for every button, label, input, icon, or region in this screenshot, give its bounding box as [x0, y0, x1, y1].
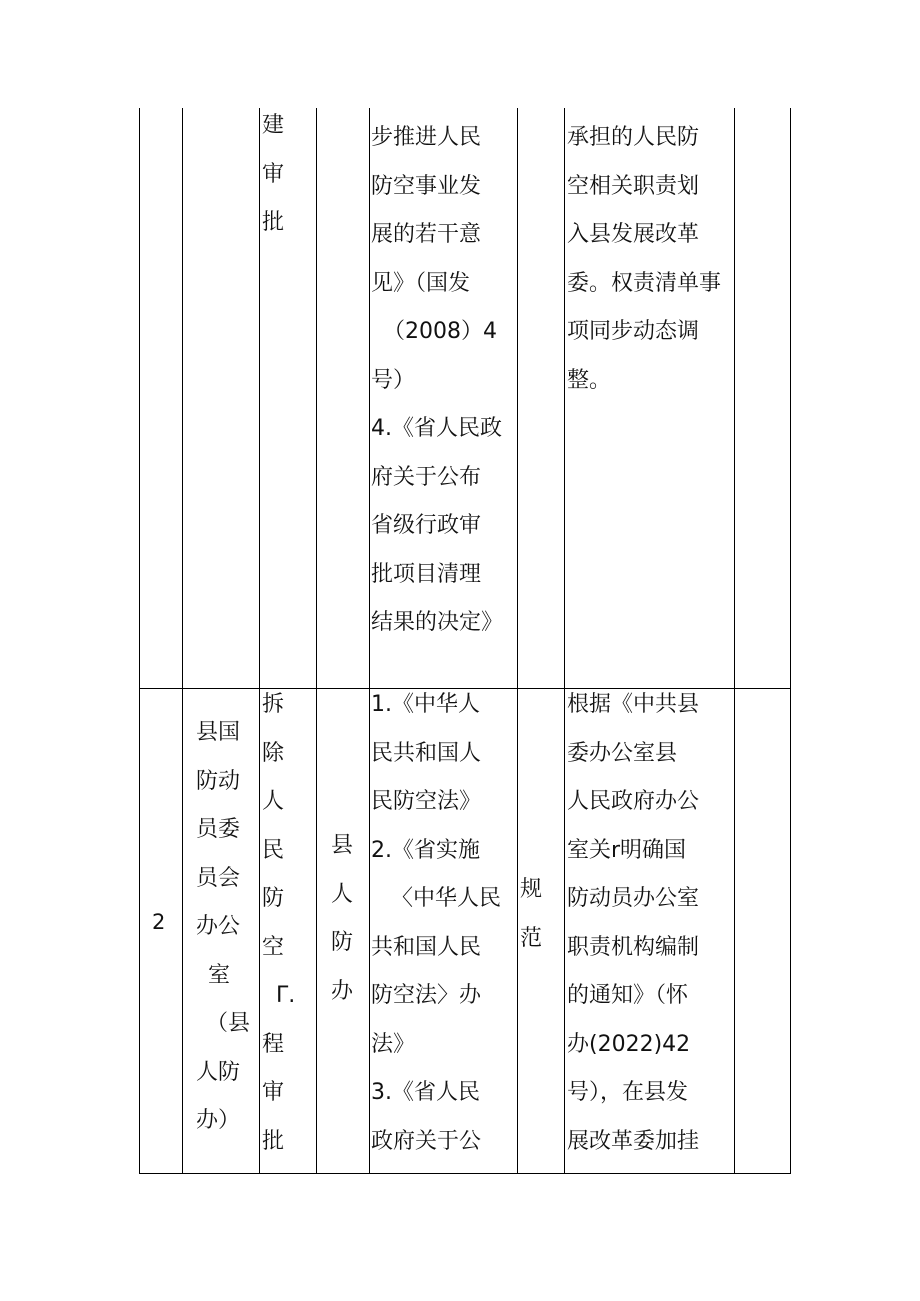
text-line: 展的若干意 — [371, 222, 482, 247]
text-line: 批 — [262, 210, 285, 235]
text-line: 整。 — [567, 367, 612, 393]
table-col-divider — [564, 108, 565, 1174]
text-line: 职责机构编制 — [567, 934, 700, 960]
text-line: 批 — [262, 1128, 285, 1154]
row2-item-name — [262, 681, 295, 1166]
row2-department — [196, 709, 250, 1146]
row2-executor — [331, 822, 353, 1016]
text-line: 防动员办公室 — [567, 886, 700, 911]
table-border-left — [139, 108, 140, 1174]
text-line: 范 — [520, 925, 543, 951]
text-line: 审 — [262, 1080, 285, 1105]
text-line: 批项目清理 — [371, 561, 482, 587]
text-line: 程 — [262, 1031, 285, 1057]
text-line: 2 — [152, 910, 166, 934]
cont-basis — [371, 114, 503, 648]
text-line: 防空事业发 — [371, 173, 482, 199]
text-line: 办公 — [196, 914, 241, 939]
table-col-divider — [369, 108, 370, 1174]
text-line: 省级行政审 — [371, 513, 482, 538]
row2-change-type — [520, 866, 542, 963]
text-line: 展改革委加挂 — [567, 1128, 700, 1154]
text-line: 承担的人民防 — [567, 125, 700, 150]
table-border-right — [790, 108, 791, 1174]
text-line: 人防 — [196, 1059, 241, 1085]
text-line: 县国 — [196, 720, 241, 745]
text-line: 办(2022)42 — [567, 1031, 691, 1057]
text-line: 人 — [262, 789, 285, 814]
text-line: 人 — [331, 881, 354, 907]
text-line: 政府关于公 — [371, 1128, 482, 1154]
text-line: 的通知》（怀 — [567, 983, 689, 1008]
text-line: 规 — [520, 877, 543, 902]
text-line: 防动 — [196, 768, 241, 794]
text-line: 4.《省人民政 — [371, 416, 502, 441]
text-line: Γ. — [276, 983, 296, 1008]
row2-seq — [152, 898, 165, 947]
text-line: 法》 — [371, 1031, 416, 1057]
text-line: 人民政府办公 — [567, 789, 700, 814]
text-line: 防空法〉办 — [371, 983, 482, 1008]
table-col-divider — [734, 108, 735, 1174]
text-line: 拆 — [262, 692, 285, 717]
text-line: 空相关职责划 — [567, 173, 700, 199]
table-col-divider — [316, 108, 317, 1174]
text-line: 共和国人民 — [371, 934, 482, 960]
table-border-bottom — [139, 1173, 791, 1174]
text-line: 结果的决定》 — [371, 610, 504, 635]
text-line: 建 — [262, 113, 285, 138]
text-line: 办） — [196, 1108, 241, 1133]
text-line: 委。权责清单事 — [567, 270, 722, 296]
text-line: 号），在县发 — [567, 1080, 689, 1105]
text-line: （2008）4 — [383, 319, 497, 344]
text-line: 〈中华人民 — [391, 886, 502, 911]
text-line: 府关于公布 — [371, 464, 482, 490]
cont-notes — [567, 114, 721, 405]
text-line: 见》（国发 — [371, 270, 471, 296]
table-col-divider — [517, 108, 518, 1174]
text-line: 2.《省实施 — [371, 837, 480, 863]
cont-item-name — [262, 102, 284, 248]
text-line: 民共和国人 — [371, 740, 482, 766]
text-line: 空 — [262, 934, 285, 960]
text-line: 入县发展改革 — [567, 222, 700, 247]
text-line: 室 — [208, 962, 231, 988]
text-line: 员委 — [196, 817, 241, 842]
text-line: 号） — [371, 367, 416, 393]
text-line: 除 — [262, 740, 285, 766]
text-line: 防 — [262, 886, 285, 911]
text-line: 县 — [331, 833, 354, 858]
row2-notes — [567, 681, 699, 1166]
text-line: 审 — [262, 161, 285, 187]
text-line: 3.《省人民 — [371, 1080, 480, 1105]
text-line: 委办公室县 — [567, 740, 678, 766]
text-line: 民防空法》 — [371, 789, 482, 814]
text-line: 步推进人民 — [371, 125, 482, 150]
text-line: 根据《中共县 — [567, 692, 700, 717]
text-line: 防 — [331, 930, 354, 955]
text-line: 民 — [262, 837, 285, 863]
row2-basis — [371, 681, 501, 1166]
text-line: 项同步动态调 — [567, 319, 700, 344]
text-line: 员会 — [196, 865, 241, 891]
text-line: 室关r明确国 — [567, 837, 687, 863]
text-line: （县 — [206, 1011, 251, 1036]
table-col-divider — [259, 108, 260, 1174]
table-col-divider — [182, 108, 183, 1174]
text-line: 1.《中华人 — [371, 692, 480, 717]
text-line: 办 — [331, 978, 354, 1004]
